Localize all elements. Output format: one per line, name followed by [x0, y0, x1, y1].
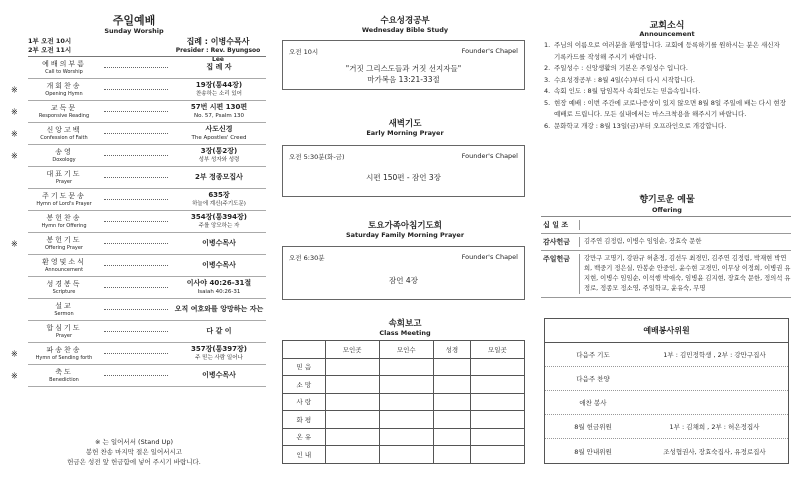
class-meeting-title-en: Class Meeting: [379, 329, 431, 337]
class-meeting-cell: [379, 411, 433, 429]
order-item-sub: No. 57, Psalm 130: [194, 112, 244, 119]
order-item-name-en: Doxology: [52, 156, 76, 163]
dawn-scripture: 시편 150편 - 잠언 3장: [366, 173, 441, 182]
order-item-main: 이병수목사: [202, 239, 236, 247]
order-row: [11, 145, 266, 167]
worship-staff-role: 다음주 기도: [576, 351, 610, 359]
dawn-title: [274, 120, 536, 138]
class-meeting-row: [283, 393, 525, 411]
order-item-sub: 주 믿는 사람 일어나: [195, 354, 243, 361]
wednesday-chapel: Founder's Chapel: [461, 47, 518, 55]
order-item-name-ko: 설교: [55, 301, 73, 310]
announcement-item: [544, 40, 788, 63]
class-meeting-cell: [470, 411, 524, 429]
order-row: [11, 365, 266, 387]
presider-en: Presider : Rev. Byungsoo Lee: [175, 47, 261, 63]
announcement-text: 수요성경공부 : 8월 4일(수)부터 다시 시작합니다.: [554, 75, 695, 84]
announcement-number: 2.: [544, 64, 551, 72]
class-meeting-cell: [433, 358, 470, 376]
saturday-scripture: 잠언 4장: [389, 276, 418, 285]
saturday-time: 오전 6:30분: [289, 254, 325, 262]
offering-row: [541, 234, 791, 251]
sunday-worship-subtitle: Sunday Worship: [104, 27, 164, 35]
order-item-main: 집 례 자: [206, 63, 232, 71]
worship-staff-role: 8월 헌금위원: [574, 423, 612, 431]
order-item-sub: 성부 성자와 성령: [198, 156, 240, 163]
offering-box-note: 헌금은 성전 앞 헌금함에 넣어 주시기 바랍니다.: [67, 458, 201, 466]
worship-staff-row: [545, 415, 788, 439]
dotted-leader: [104, 221, 168, 222]
order-item-name-ko: 신앙고백: [46, 125, 82, 134]
class-meeting-header: 모인곳: [325, 341, 379, 359]
class-meeting-row: [283, 358, 525, 376]
order-item-name: [28, 192, 100, 208]
order-item-name-ko: 예배의부름: [42, 59, 86, 68]
worship-staff-row: [545, 439, 788, 463]
order-item-name: [28, 170, 100, 186]
wednesday-topic: "거짓 그리스도들과 거짓 선지자들": [345, 64, 462, 73]
order-row: [11, 101, 266, 123]
class-meeting-group: 화 평: [283, 411, 326, 429]
announcement-item: [544, 121, 788, 133]
offering-label: 십 일 조: [543, 221, 569, 229]
order-item-detail: [172, 305, 266, 314]
order-item-name: [28, 104, 100, 120]
class-meeting-cell: [379, 358, 433, 376]
order-row: [28, 299, 266, 321]
dotted-leader: [104, 287, 168, 288]
stand-up-note: ※ 는 일어서서 (Stand Up): [95, 438, 173, 446]
order-item-detail: [172, 279, 266, 297]
class-meeting-group: 온 유: [283, 428, 326, 446]
stand-up-mark: ※: [11, 151, 18, 160]
order-item-name-en: Hymn of Sending forth: [35, 354, 93, 361]
worship-staff-role: 8월 안내위원: [574, 447, 612, 456]
order-item-name-en: Prayer: [55, 332, 73, 339]
announcement-list: [544, 40, 788, 132]
order-item-name-en: Prayer: [55, 178, 73, 185]
dotted-leader: [104, 265, 168, 266]
sunday-worship-section: [0, 0, 268, 485]
order-item-name: [28, 368, 100, 384]
saturday-title-en: Saturday Family Morning Prayer: [345, 231, 465, 239]
order-item-sub: 찬송하는 소리 있어: [195, 90, 242, 97]
class-meeting-header: 모일곳: [470, 341, 524, 359]
dotted-leader: [104, 353, 168, 354]
dotted-leader: [104, 155, 168, 156]
worship-staff-title: 예배봉사위원: [545, 319, 788, 343]
announcement-item: [544, 63, 788, 75]
order-item-detail: [172, 63, 266, 72]
order-item-main: 357장(통397장): [191, 344, 247, 353]
order-item-name-en: Hymn for Offering: [41, 222, 87, 229]
class-meeting-row: [283, 446, 525, 464]
class-meeting-row: [283, 376, 525, 394]
announcement-text: 현장 예배 : 이번 주간에 코로나증상이 있지 않으면 8월 8일 주일에 배는 다시 현장예배로 드립니다. 모든 실내에서는 마스크착용을 해주시기 바랍니다.: [554, 98, 786, 118]
worship-staff-name: 1부 : 김민정학생 , 2부 : 강만구집사: [663, 351, 766, 359]
wednesday-title-en: Wednesday Bible Study: [361, 26, 449, 34]
dotted-leader: [104, 67, 168, 68]
order-item-name-ko: 환영및소식: [42, 257, 86, 266]
order-item-name-ko: 성경봉독: [46, 279, 82, 288]
announcement-subtitle: Announcement: [639, 30, 695, 38]
class-meeting-cell: [470, 446, 524, 464]
announcement-number: 6.: [544, 121, 551, 130]
order-item-main: 사도신경: [205, 124, 233, 133]
order-item-name-en: Call to Worship: [45, 68, 83, 75]
class-meeting-cell: [325, 358, 379, 376]
order-item-main: 오직 여호와를 앙망하는 자는: [174, 305, 264, 313]
class-meeting-cell: [325, 446, 379, 464]
order-item-name-en: Responsive Reading: [38, 112, 90, 119]
class-meeting-group: 소 망: [283, 376, 326, 394]
announcement-text: 주일성수 : 신앙생활의 기본은 주일성수 입니다.: [554, 64, 688, 72]
order-row: [28, 321, 266, 343]
dawn-title-en: Early Morning Prayer: [366, 129, 444, 137]
class-meeting-header-row: [283, 341, 525, 359]
wednesday-time: 오전 10시: [289, 48, 319, 56]
class-meeting-cell: [379, 376, 433, 394]
order-item-sub: 주를 앙모하는 자: [198, 222, 240, 229]
class-meeting-cell: [325, 376, 379, 394]
announcement-text: 속회 인도 : 8월 담임목사 속회인도는 믿음속입니다.: [554, 87, 701, 95]
order-item-name-ko: 송영: [55, 147, 73, 156]
order-item-name: [28, 82, 100, 98]
class-meeting-cell: [379, 446, 433, 464]
dotted-leader: [104, 89, 168, 90]
offering-hymn-note: 봉헌 찬송 마지막 절은 일어서시고: [85, 448, 183, 456]
order-row: [28, 277, 266, 299]
worship-staff-row: [545, 367, 788, 391]
order-item-main: 57번 시편 130편: [190, 102, 248, 111]
order-item-detail: [172, 125, 266, 143]
order-item-detail: [172, 191, 266, 209]
class-meeting-row: [283, 411, 525, 429]
order-item-name-ko: 개회찬송: [46, 81, 82, 90]
order-item-name: [28, 280, 100, 296]
order-item-name: [28, 126, 100, 142]
class-meeting-cell: [470, 393, 524, 411]
order-item-name-en: Hymn of Lord's Prayer: [36, 200, 92, 207]
wednesday-box: [282, 40, 525, 90]
saturday-title: [274, 222, 536, 240]
stand-up-mark: ※: [11, 85, 18, 94]
order-item-detail: [172, 173, 266, 182]
stand-up-mark: ※: [11, 129, 18, 138]
order-item-detail: [172, 213, 266, 231]
class-meeting-cell: [379, 393, 433, 411]
service-time-1: 1부 오전 10시: [28, 37, 72, 45]
order-item-main: 2부 정종모집사: [195, 173, 243, 181]
order-item-detail: [172, 103, 266, 121]
dotted-leader: [104, 111, 168, 112]
saturday-chapel: Founder's Chapel: [461, 253, 518, 261]
order-row: [11, 233, 266, 255]
order-item-name: [28, 258, 100, 274]
class-meeting-group: 인 내: [283, 446, 326, 464]
offering-label: 주일헌금: [543, 255, 571, 263]
order-item-name-ko: 대표기도: [46, 169, 82, 178]
order-item-main: 이병수목사: [202, 261, 236, 269]
announcement-title: 교회소식: [649, 21, 685, 31]
class-meeting-header: [283, 341, 326, 359]
order-item-detail: [172, 371, 266, 380]
stand-up-mark: ※: [11, 107, 18, 116]
announcement-number: 4.: [544, 87, 551, 95]
wednesday-scripture: 마가복음 13:21-33절: [367, 75, 440, 84]
class-meeting-cell: [325, 428, 379, 446]
dawn-time: 오전 5:30분(화-금): [289, 153, 345, 161]
order-item-main: 다 같 이: [206, 327, 232, 335]
announcement-text: 주님의 이름으로 여러분을 환영합니다. 교회에 등록하기를 원하시는 분은 새신자 기록카드를 작성해 주시기 바랍니다.: [554, 41, 780, 61]
class-meeting-table: [282, 340, 525, 464]
order-item-main: 3장(통2장): [200, 146, 238, 155]
order-item-name: [28, 346, 100, 362]
offering-names: [579, 220, 791, 230]
order-item-main: 354장(통394장): [191, 212, 247, 221]
order-row: [28, 255, 266, 277]
order-of-worship: [11, 56, 266, 387]
order-item-main: 이사야 40:26-31절: [186, 278, 252, 287]
class-meeting-cell: [470, 428, 524, 446]
order-item-detail: [172, 345, 266, 363]
order-item-name: [28, 214, 100, 230]
order-item-name-ko: 파송찬송: [46, 345, 82, 354]
class-meeting-header: 모인수: [379, 341, 433, 359]
order-item-name: [28, 236, 100, 252]
announcement-number: 1.: [544, 41, 551, 49]
dotted-leader: [104, 133, 168, 134]
class-meeting-row: [283, 428, 525, 446]
order-item-name: [28, 324, 100, 340]
class-meeting-cell: [433, 446, 470, 464]
presider-ko: 집례 : 이병수목사: [186, 37, 250, 46]
order-item-name-en: Opening Hymn: [45, 90, 83, 97]
order-item-name-ko: 주기도문송: [42, 191, 86, 200]
service-times: [28, 37, 71, 55]
order-item-name-en: Sermon: [54, 310, 74, 317]
dawn-chapel: Founder's Chapel: [461, 152, 518, 160]
offering-names: 강만구 고명기, 강판규 허춘정, 김선두 최경민, 김주연 김정림, 박재현 박연희, 백중기 정은실, 안봉순 안중인, 윤수현 고경민, 이무상 이정희, 이병권 유지현, 이병수 임임순, 이석행 박애숙, 임병윤 김지현, 장효숙 문한, 정의석 유정로, 정종모 정소영, 주일학교, 윤유숙, 무명: [579, 254, 791, 294]
announcement-number: 3.: [544, 75, 551, 84]
order-item-name-en: Offering Prayer: [45, 244, 83, 251]
order-item-detail: [172, 147, 266, 165]
announcement-text: 문화학교 개강 : 8월 13일(금)부터 오프라인으로 개강합니다.: [554, 121, 727, 130]
class-meeting-cell: [470, 358, 524, 376]
order-item-main: 635장: [208, 190, 230, 199]
offering-list: [541, 216, 791, 298]
dotted-leader: [104, 177, 168, 178]
class-meeting-cell: [470, 376, 524, 394]
class-meeting-cell: [433, 376, 470, 394]
class-meeting-cell: [433, 428, 470, 446]
order-item-detail: [172, 81, 266, 99]
offering-title-en: Offering: [652, 206, 682, 214]
order-row: [28, 57, 266, 79]
class-meeting-cell: [325, 411, 379, 429]
offering-row: [541, 251, 791, 298]
order-item-name: [28, 302, 100, 318]
class-meeting-cell: [433, 411, 470, 429]
stand-up-mark: ※: [11, 349, 18, 358]
offering-title-ko: 향기로운 예물: [639, 195, 695, 205]
dotted-leader: [104, 375, 168, 376]
offering-names: 김주연 김정림, 이병수 임임순, 장효숙 문한: [579, 237, 791, 247]
announcement-item: [544, 98, 788, 121]
order-item-name-ko: 합심기도: [46, 323, 82, 332]
class-meeting-group: 믿 음: [283, 358, 326, 376]
class-meeting-cell: [325, 393, 379, 411]
class-meeting-title-ko: 속회보고: [388, 319, 422, 329]
class-meeting-group: 사 랑: [283, 393, 326, 411]
order-item-sub: The Apostles' Creed: [191, 134, 247, 141]
announcement-item: [544, 75, 788, 87]
order-row: [28, 167, 266, 189]
class-meeting-title: [274, 320, 536, 338]
order-item-name-en: Announcement: [44, 266, 84, 273]
order-item-name-en: Confession of Faith: [40, 134, 88, 141]
sunday-worship-title: 주일예배: [112, 14, 156, 27]
worship-staff-row: [545, 343, 788, 367]
saturday-title-ko: 토요가족아침기도회: [368, 221, 442, 231]
order-item-name-ko: 봉헌찬송: [46, 213, 82, 222]
worship-staff-box: [544, 318, 789, 464]
order-row: [28, 189, 266, 211]
order-item-name-ko: 봉헌기도: [46, 235, 82, 244]
order-item-name-ko: 교독문: [50, 103, 78, 112]
worship-staff-role: 다음주 찬양: [576, 375, 610, 383]
order-row: [11, 79, 266, 101]
order-item-name: [28, 60, 100, 76]
order-item-main: 19장(통44장): [195, 80, 243, 89]
dotted-leader: [104, 309, 168, 310]
offering-label: 감사헌금: [543, 238, 571, 246]
order-item-main: 이병수목사: [202, 371, 236, 379]
worship-staff-role: 애찬 봉사: [579, 399, 607, 407]
order-row: [28, 211, 266, 233]
order-item-name-en: Benediction: [49, 376, 79, 383]
wednesday-title: [274, 17, 536, 35]
order-row: [11, 343, 266, 365]
announcement-number: 5.: [544, 98, 551, 107]
left-footer: [0, 437, 268, 467]
stand-up-mark: ※: [11, 239, 18, 248]
stand-up-mark: ※: [11, 371, 18, 380]
worship-staff-name: 1부 : 김채희 , 2부 : 허은정집사: [669, 423, 760, 431]
order-item-name: [28, 148, 100, 164]
order-item-sub: Isaiah 40:26-31: [197, 288, 241, 295]
dawn-title-ko: 새벽기도: [388, 119, 422, 129]
dotted-leader: [104, 199, 168, 200]
announcement-item: [544, 86, 788, 98]
worship-staff-row: [545, 391, 788, 415]
wednesday-title-ko: 수요성경공부: [380, 16, 430, 26]
order-item-name-ko: 축도: [55, 367, 73, 376]
order-item-detail: [172, 261, 266, 270]
offering-row: [541, 217, 791, 234]
worship-staff-name: 조성협권사, 장효숙집사, 유정로집사: [663, 447, 766, 456]
order-item-name-en: Scripture: [52, 288, 76, 295]
dotted-leader: [104, 331, 168, 332]
order-row: [11, 123, 266, 145]
dotted-leader: [104, 243, 168, 244]
class-meeting-cell: [433, 393, 470, 411]
class-meeting-header: 성경: [433, 341, 470, 359]
order-item-detail: [172, 239, 266, 248]
service-time-2: 2부 오전 11시: [28, 46, 72, 54]
dawn-box: [282, 145, 525, 197]
class-meeting-cell: [379, 428, 433, 446]
order-item-sub: 하늘에 계신(주기도문): [192, 200, 246, 207]
saturday-box: [282, 246, 525, 300]
offering-title: [534, 195, 800, 215]
order-item-detail: [172, 327, 266, 336]
